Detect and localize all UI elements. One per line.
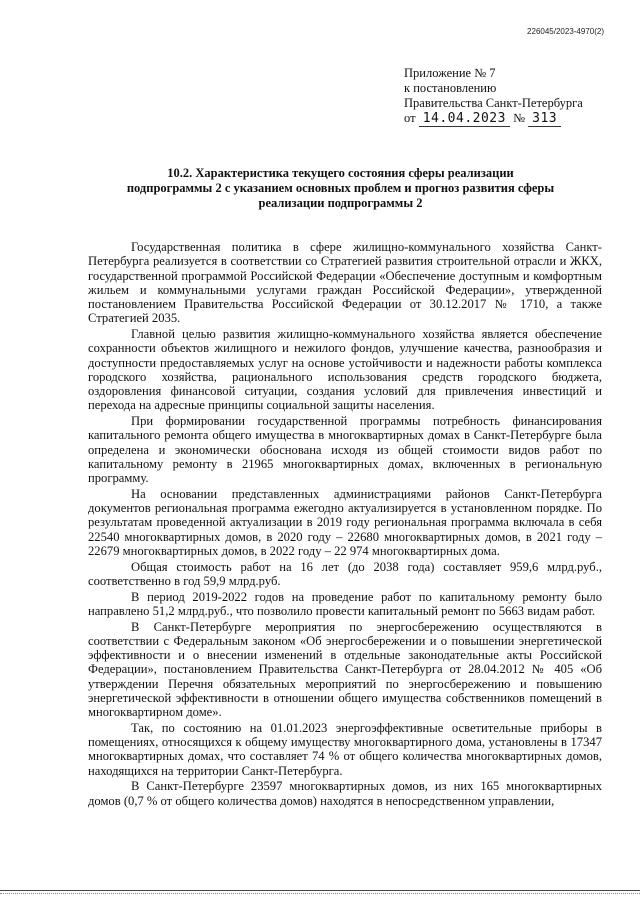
document-body [88,240,602,809]
scan-edge-line [0,890,640,891]
paragraph: Главной целью развития жилищно-коммунального хозяйства является обеспечение сохранности объектов жилищного и нежилого фондов, улучшение качества, разнообразия и доступности предоставляемых услуг на основе устойчивости и надежности работы комплекса городского хозяйства, рационального использования средств городского бюджета, оздоровления финансовой ситуации, создания условий для привлечения инвестиций и перехода на адресные принципы социальной защиты населения. [88,327,602,413]
paragraph: При формировании государственной программы потребность финансирования капитального ремонта общего имущества в многоквартирных домах в Санкт-Петербурге была определена и экономически обоснована исходя из общей стоимости видов работ по капитальному ремонту в 21965 многоквартирных домах, включенных в региональную программу. [88,414,602,485]
paragraph: Так, по состоянию на 01.01.2023 энергоэффективные осветительные приборы в помещениях, относящихся к общему имуществу многоквартирного дома, установлены в 17347 многоквартирных домах, что составляет 74 % от общего количества многоквартирных домов, находящихся на территории Санкт-Петербурга. [88,720,602,778]
appendix-authority: Правительства Санкт-Петербурга [404,96,583,110]
appendix-date-line [404,111,583,127]
paragraph: В Санкт-Петербурге 23597 многоквартирных домов, из них 165 многоквартирных домов (0,7 % от общего количества домов) находятся в непосредственном управлении, [88,779,602,808]
paragraph: В Санкт-Петербурге мероприятия по энергосбережению осуществляются в соответствии с Федеральным законом «Об энергосбережении и о повышении энергетической эффективности и о внесении изменений в отдельные законодательные акты Российской Федерации», постановлением Правительства Санкт-Петербурга от 28.04.2012 № 405 «Об утверждении Перечня обязательных мероприятий по энергосбережению и повышению энергетической эффективности в отношении общего имущества собственников помещений в многоквартирном доме». [88,619,602,719]
document-number: 226045/2023-4970(2) [527,27,604,36]
appendix-block [404,66,583,127]
date-prefix: от [404,111,416,125]
title-line-1: 10.2. Характеристика текущего состояния сферы реализации [167,166,514,180]
scan-edge-dots [0,893,640,894]
appendix-ref: к постановлению [404,81,497,95]
paragraph: На основании представленных администрациями районов Санкт-Петербурга документов региональная программа ежегодно актуализируется в установленном порядке. По результатам проведенной актуализации в 2019 году региональная программа включала в себя 22540 многоквартирных домов, в 2020 году – 22680 многоквартирных домов, в 2021 году – 22679 многоквартирных домов, в 2022 году – 22 974 многоквартирных дома. [88,486,602,558]
appendix-title: Приложение № 7 [404,66,496,80]
section-title [88,166,593,211]
number-prefix: № [513,111,526,125]
paragraph: Государственная политика в сфере жилищно-коммунального хозяйства Санкт-Петербурга реализуется в соответствии со Стратегией развития строительной отрасли и ЖКХ, государственной программой Российской Федерации «Обеспечение доступным и комфортным жильем и коммунальными услугами граждан Российской Федерации», утвержденной постановлением Правительства Российской Федерации от 30.12.2017 № 1710, а также Стратегией 2035. [88,240,602,326]
title-line-2: подпрограммы 2 с указанием основных проблем и прогноз развития сферы [126,181,555,195]
resolution-number: 313 [528,111,561,127]
paragraph: Общая стоимость работ на 16 лет (до 2038 года) составляет 959,6 млрд.руб., соответственно в год 59,9 млрд.руб. [88,559,602,588]
resolution-date: 14.04.2023 [419,111,510,127]
paragraph: В период 2019-2022 годов на проведение работ по капитальному ремонту было направлено 51,2 млрд.руб., что позволило провести капитальный ремонт по 5663 видам работ. [88,589,602,618]
title-line-3: реализации подпрограммы 2 [258,196,423,210]
